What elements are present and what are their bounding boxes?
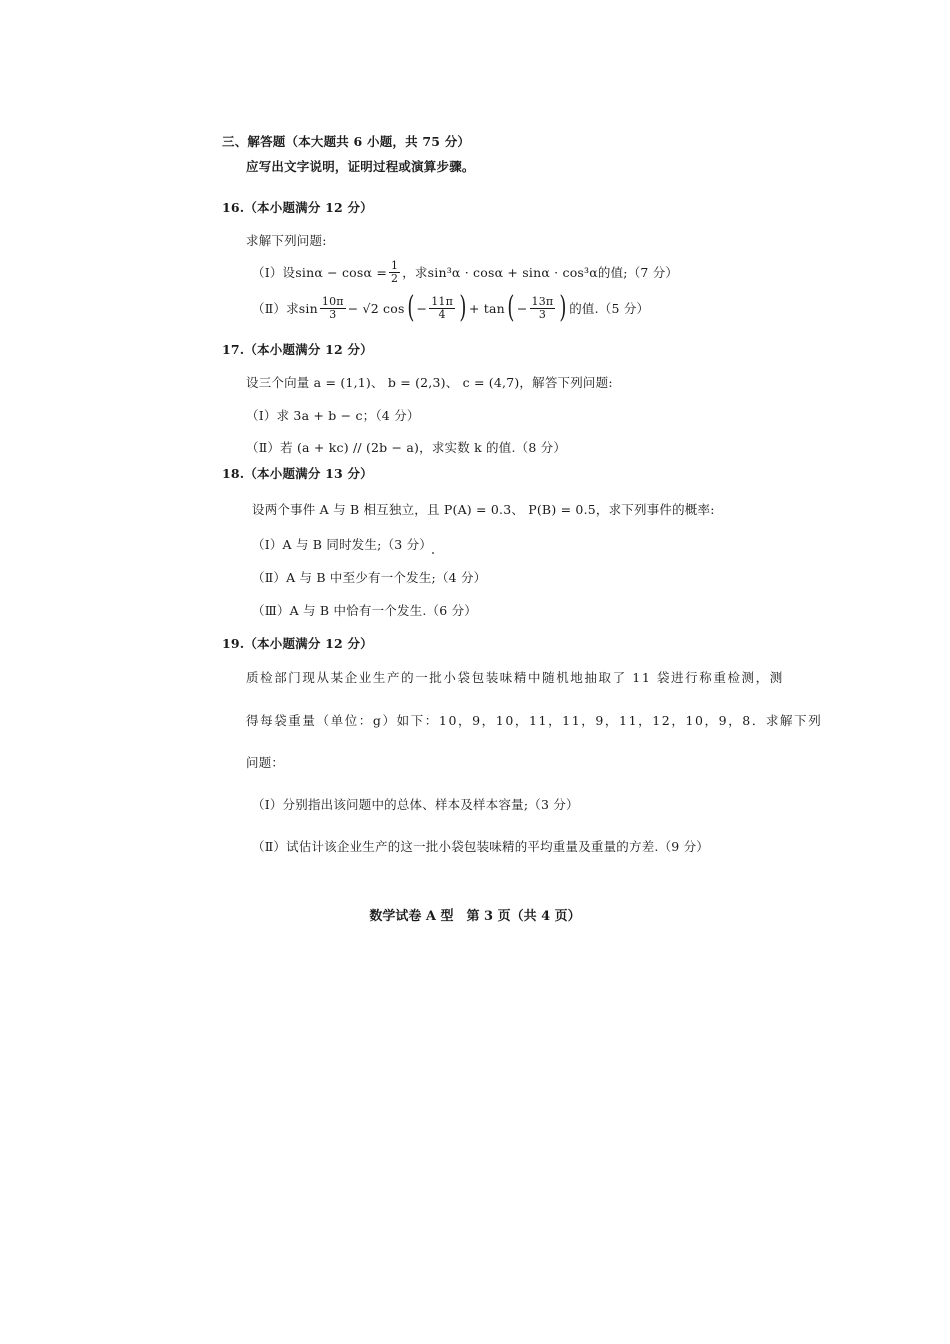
q16-part1-prefix: （Ⅰ）设 [252,265,296,281]
section-title: 三、解答题（本大题共 6 小题，共 75 分） [222,134,471,149]
q19-line1: 质检部门现从某企业生产的一批小袋包装味精中随机地抽取了 11 袋进行称重检测，测 [246,670,784,685]
q16-part1 [252,260,678,284]
section-instruction: 应写出文字说明，证明过程或演算步骤。 [246,159,475,174]
q16-header: 16.（本小题满分 12 分） [222,200,373,215]
q18-part2: （Ⅱ）A 与 B 中至少有一个发生;（4 分） [252,570,487,585]
q18-part1: （Ⅰ）A 与 B 同时发生;（3 分） [252,537,433,552]
right-paren: ) [459,290,467,325]
q16-part1-expression: sin³α · cosα + sinα · cos³α [427,264,598,280]
fraction-numerator: 13π [531,294,554,308]
fraction-denominator: 2 [391,271,399,285]
fraction-one-half [389,260,400,284]
minus-sign: − [416,300,428,316]
q16-part2-sin: sin [298,300,318,316]
q17-header: 17.（本小题满分 12 分） [222,342,373,357]
fraction-denominator: 3 [538,307,547,321]
fraction-numerator: 10π [321,294,344,308]
q18-header: 18.（本小题满分 13 分） [222,466,373,481]
fraction-10pi-3 [320,296,346,320]
q16-part1-mid: ，求 [402,265,428,281]
fraction-13pi-3 [530,296,556,320]
q16-part1-suffix: 的值;（7 分） [597,265,679,281]
fraction-denominator: 4 [438,307,446,321]
fraction-denominator: 3 [329,307,337,321]
fraction-11pi-4 [429,296,455,320]
q18-intro: 设两个事件 A 与 B 相互独立，且 P(A) = 0.3、 P(B) = 0.5，求下列事件的概率: [252,502,715,517]
q17-part2: （Ⅱ）若 (a + kc) // (2b − a)，求实数 k 的值.（8 分） [246,440,567,455]
q17-part1: （Ⅰ）求 3a + b − c；（4 分） [246,408,420,423]
q18-part3: （Ⅲ）A 与 B 中恰有一个发生.（6 分） [252,603,477,618]
right-paren: ) [559,290,567,325]
q16-part2-cos-term: − √2 cos [347,300,405,316]
q17-intro: 设三个向量 a = (1,1)、 b = (2,3)、 c = (4,7)，解答下列问题: [246,375,613,390]
fraction-numerator: 1 [391,259,399,272]
q16-intro: 求解下列问题: [246,233,327,248]
minus-sign: − [516,300,528,316]
q19-line3: 问题： [246,755,285,770]
q19-header: 19.（本小题满分 12 分） [222,636,373,651]
q19-line2: 得每袋重量（单位：g）如下：10，9，10，11，11，9，11，12，10，9，8．求解下列 [246,713,823,728]
scan-speck [432,552,434,554]
q16-part2 [252,290,650,325]
q19-part2: （Ⅱ）试估计该企业生产的这一批小袋包装味精的平均重量及重量的方差.（9 分） [252,839,709,854]
page-footer: 数学试卷 A 型 第 3 页（共 4 页） [369,909,581,924]
left-paren: ( [406,290,415,325]
q16-part1-lhs: sinα − cosα = [295,264,388,280]
q16-part2-suffix: 的值.（5 分） [569,301,650,316]
left-paren: ( [507,290,515,325]
q16-part2-tan-term: + tan [468,300,505,316]
q16-part2-prefix: （Ⅱ）求 [252,301,299,316]
q19-part1: （Ⅰ）分别指出该问题中的总体、样本及样本容量;（3 分） [252,797,579,812]
fraction-numerator: 11π [431,294,454,308]
